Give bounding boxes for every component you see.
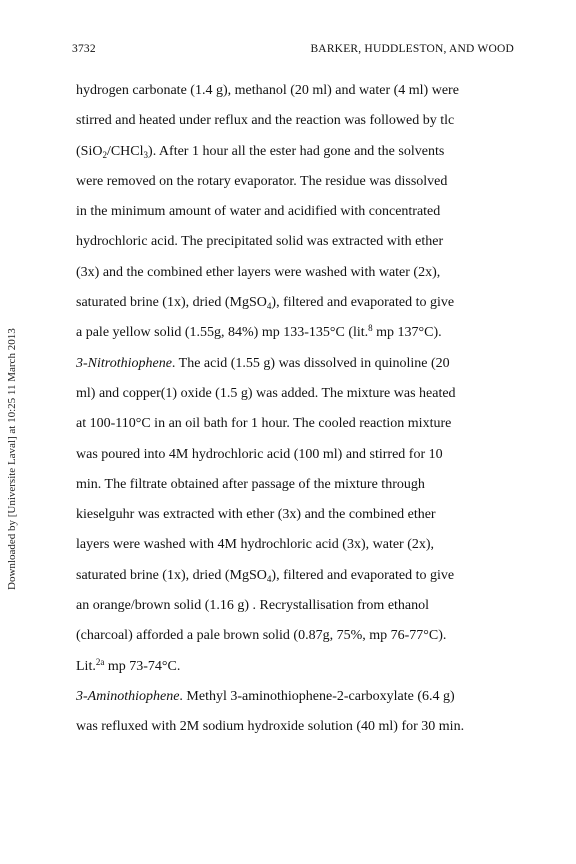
text-segment: /CHCl [106, 143, 144, 159]
running-title: BARKER, HUDDLESTON, AND WOOD [310, 43, 514, 55]
text-segment: ml) and copper(1) oxide (1.5 g) was added. The mixture was heated [76, 385, 456, 401]
text-segment: a pale yellow solid (1.55g, 84%) mp 133-135°C (lit. [76, 325, 369, 341]
text-line [76, 171, 521, 201]
text-line [76, 231, 521, 261]
body-text [76, 80, 521, 747]
text-line [76, 444, 521, 474]
text-line [76, 656, 521, 686]
text-line [76, 141, 521, 171]
text-segment: at 100-110°C in an oil bath for 1 hour. The cooled reaction mixture [76, 416, 452, 432]
text-line [76, 413, 521, 443]
text-segment: hydrogen carbonate (1.4 g), methanol (20 ml) and water (4 ml) were [76, 83, 459, 98]
text-segment: 4 [266, 573, 272, 584]
text-segment: was refluxed with 2M sodium hydroxide solution (40 ml) for 30 min. [76, 719, 465, 735]
text-segment: ), filtered and evaporated to give [271, 567, 455, 583]
text-segment: kieselguhr was extracted with ether (3x) and the combined ether [76, 507, 436, 523]
text-segment: ), filtered and evaporated to give [271, 295, 455, 311]
text-segment: (SiO [76, 143, 103, 159]
text-segment: . The acid (1.55 g) was dissolved in quinoline (20 [171, 355, 450, 371]
text-segment: was poured into 4M hydrochloric acid (100 ml) and stirred for 10 [76, 446, 443, 462]
text-segment: 4 [266, 301, 272, 312]
text-segment: ). After 1 hour all the ester had gone and the solvents [148, 143, 445, 159]
text-line [76, 383, 521, 413]
text-segment: 2a [95, 656, 105, 667]
text-line [76, 201, 521, 231]
text-segment: saturated brine (1x), dried (MgSO [76, 567, 267, 583]
text-line [76, 474, 521, 504]
text-line [76, 292, 521, 322]
text-segment: in the minimum amount of water and acidified with concentrated [76, 204, 441, 220]
text-segment: 2 [102, 149, 107, 160]
text-line [76, 534, 521, 564]
text-segment: . Methyl 3-aminothiophene-2-carboxylate (6.4 g) [179, 688, 455, 704]
text-segment: saturated brine (1x), dried (MgSO [76, 295, 267, 311]
text-line [76, 322, 521, 352]
text-segment: mp 73-74°C. [104, 658, 181, 674]
text-line [76, 716, 521, 746]
text-segment: (3x) and the combined ether layers were washed with water (2x), [76, 264, 441, 280]
text-line [76, 595, 521, 625]
text-line [76, 353, 521, 383]
text-segment: 8 [368, 323, 373, 334]
text-segment: (charcoal) afforded a pale brown solid (0.87g, 75%, mp 76-77°C). [76, 628, 447, 644]
text-line [76, 504, 521, 534]
text-segment: Lit. [76, 658, 96, 674]
text-segment: min. The filtrate obtained after passage of the mixture through [76, 476, 425, 492]
download-watermark: Downloaded by [Universite Laval] at 10:25 11 March 2013 [6, 328, 18, 590]
text-segment: 3 [143, 149, 149, 160]
text-segment: 3-Nitrothiophene [76, 355, 172, 371]
text-segment: stirred and heated under reflux and the reaction was followed by tlc [76, 113, 455, 129]
text-line [76, 110, 521, 140]
page-number: 3732 [72, 43, 96, 55]
text-segment: layers were washed with 4M hydrochloric acid (3x), water (2x), [76, 537, 435, 553]
text-line [76, 686, 521, 716]
text-segment: mp 137°C). [372, 325, 442, 341]
text-segment: an orange/brown solid (1.16 g) . Recrystallisation from ethanol [76, 598, 430, 614]
text-line [76, 565, 521, 595]
text-line [76, 625, 521, 655]
text-line [76, 262, 521, 292]
text-segment: hydrochloric acid. The precipitated solid was extracted with ether [76, 234, 444, 250]
text-segment: were removed on the rotary evaporator. The residue was dissolved [76, 173, 448, 189]
text-segment: 3-Aminothiophene [76, 688, 180, 704]
text-line [76, 80, 521, 110]
